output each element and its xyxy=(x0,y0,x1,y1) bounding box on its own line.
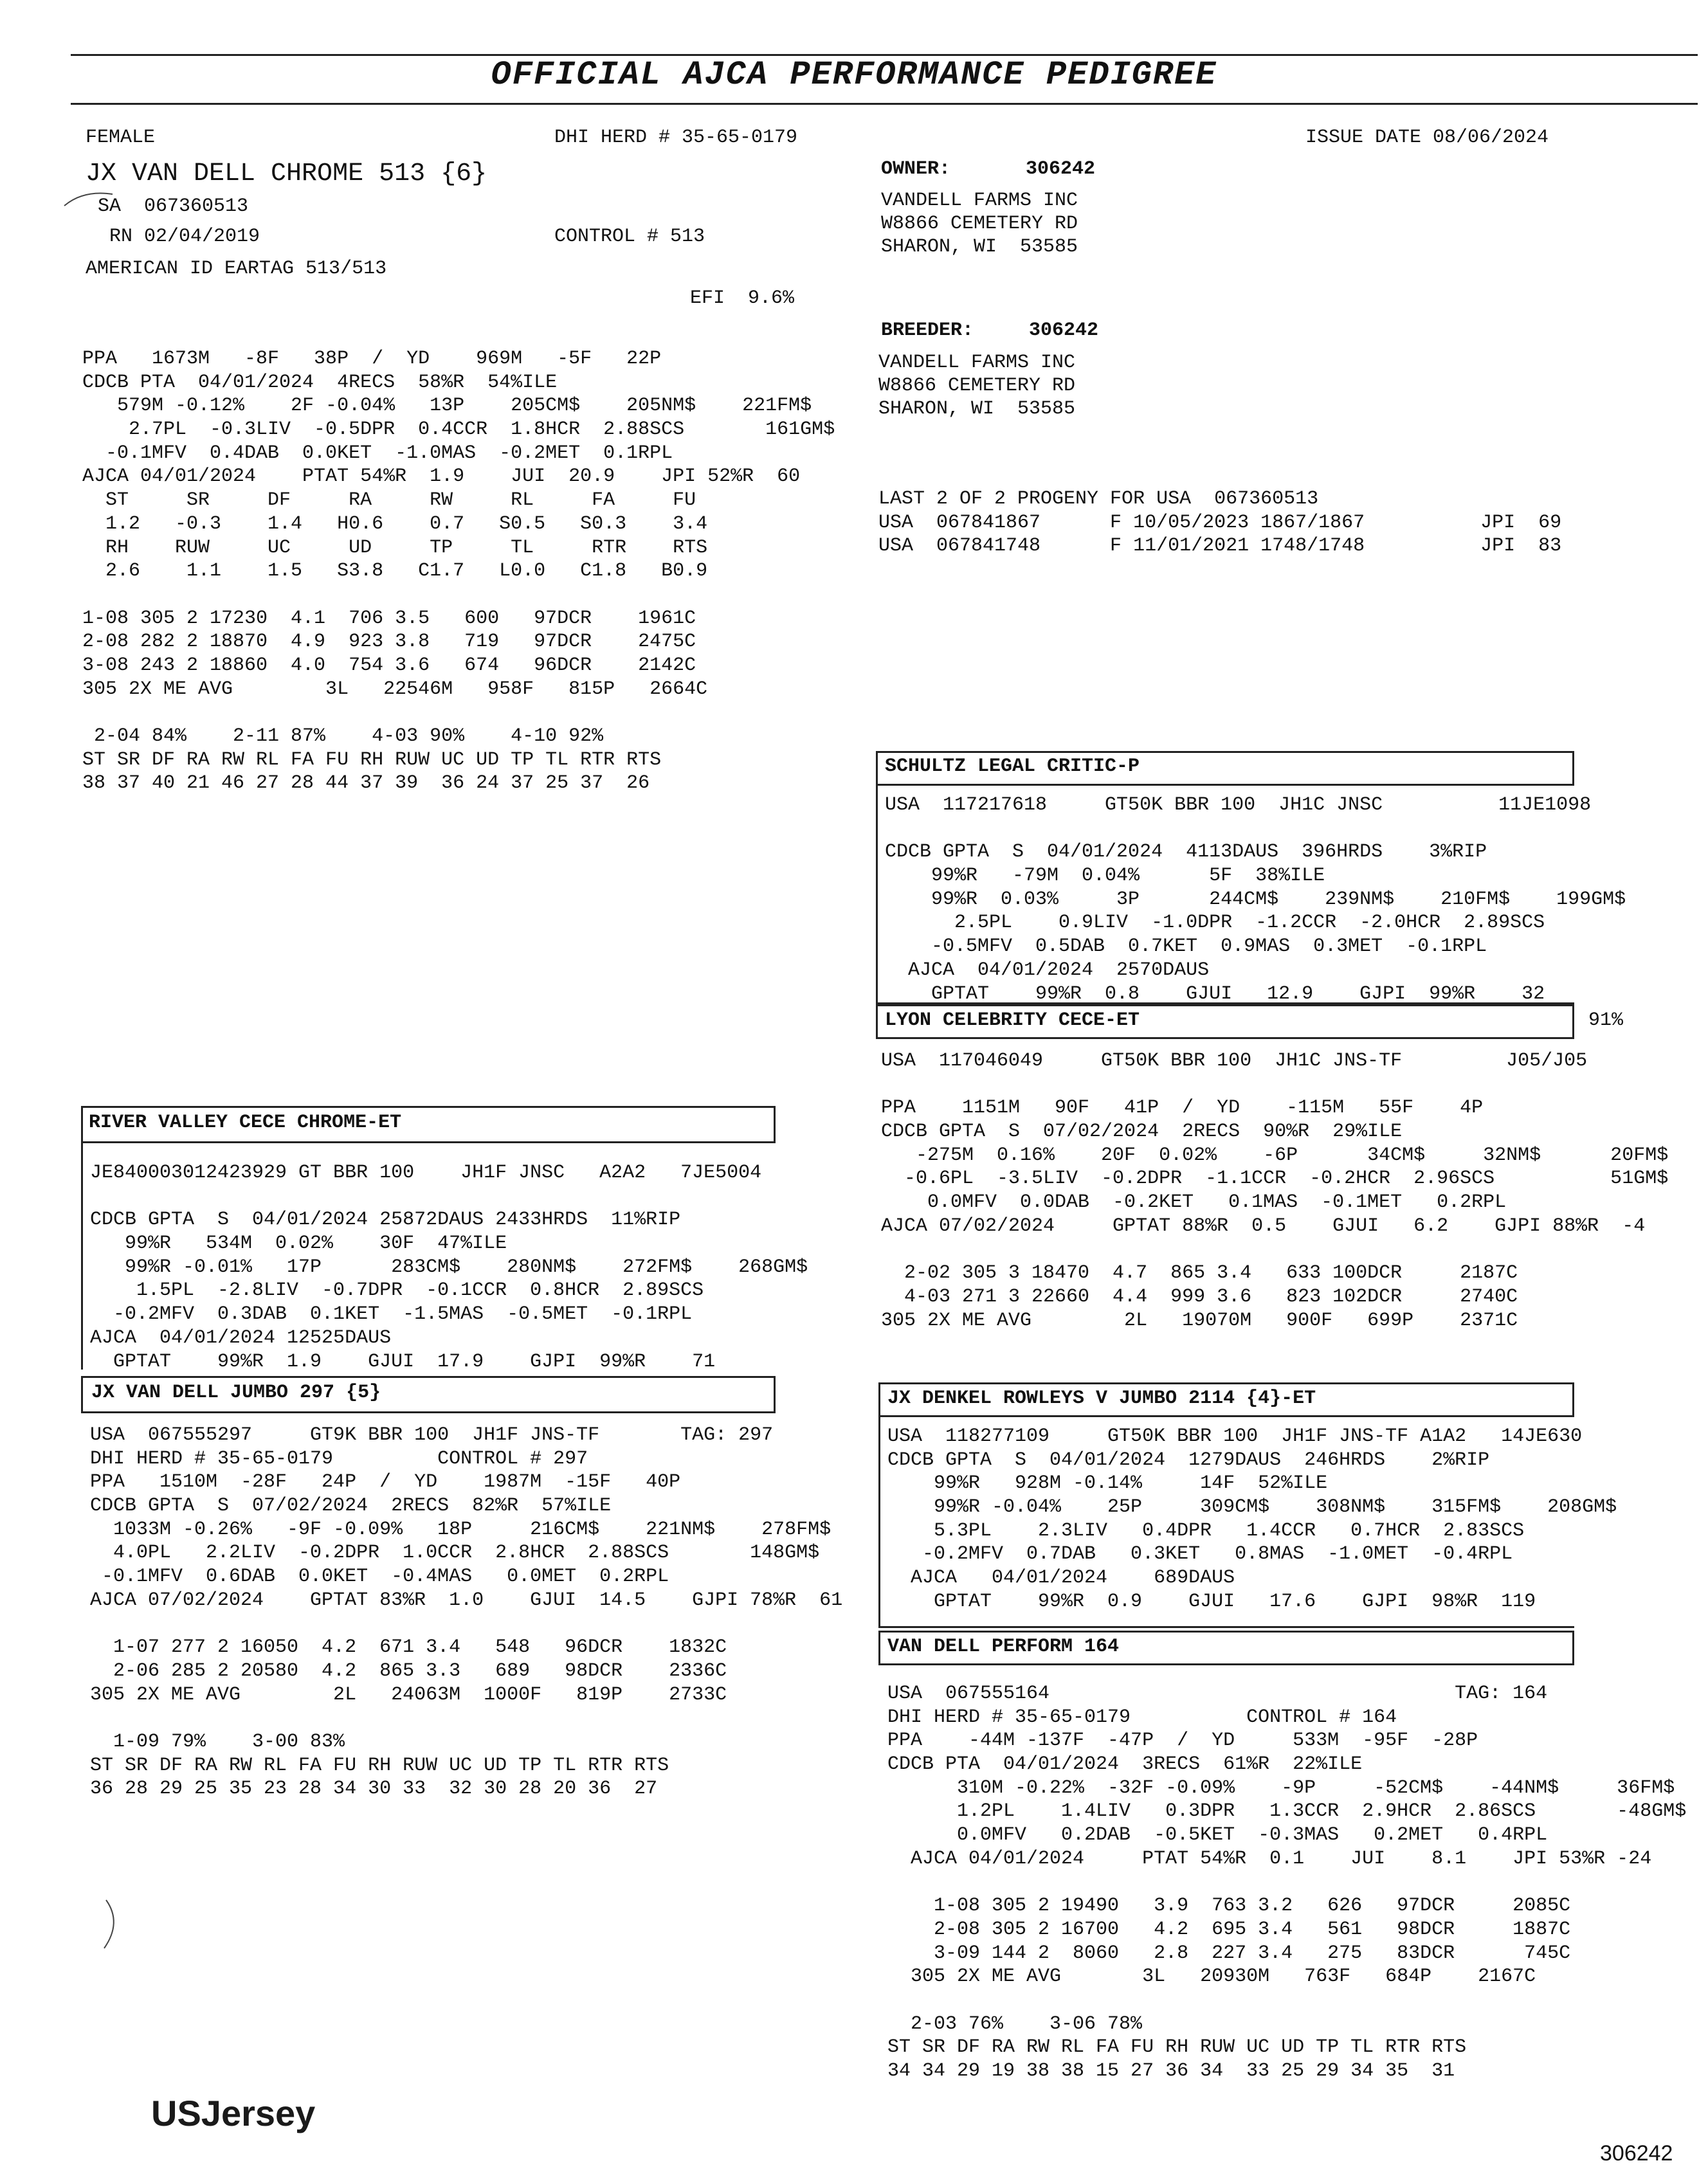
dam-dam-line: 3-09 144 2 8060 2.8 227 3.4 275 83DCR 745C xyxy=(887,1942,1571,1964)
sire-name: RIVER VALLEY CECE CHROME-ET xyxy=(89,1112,402,1134)
dam-dam-line xyxy=(887,1989,1686,2013)
dam-sire-line: 5.3PL 2.3LIV 0.4DPR 1.4CCR 0.7HCR 2.83SCS xyxy=(887,1519,1525,1542)
animal-line: 579M -0.12% 2F -0.04% 13P 205CM$ 205NM$ 221FM$ xyxy=(82,395,812,417)
dam-name: JX VAN DELL JUMBO 297 {5} xyxy=(91,1382,381,1404)
sire-sire-line: CDCB GPTA S 04/01/2024 4113DAUS 396HRDS 3%RIP xyxy=(885,841,1487,864)
animal-line: AJCA 04/01/2024 PTAT 54%R 1.9 JUI 20.9 JPI 52%R 60 xyxy=(82,466,801,488)
animal-born: RN 02/04/2019 xyxy=(109,226,260,248)
dam-dam-line: ST SR DF RA RW RL FA FU RH RUW UC UD TP TL RTR RTS xyxy=(887,2036,1467,2059)
animal-line: CDCB PTA 04/01/2024 4RECS 58%R 54%ILE xyxy=(82,371,558,394)
sire-dam-line: PPA 1151M 90F 41P / YD -115M 55F 4P xyxy=(881,1097,1484,1119)
dam-line xyxy=(90,1706,842,1730)
dam-line: 1-09 79% 3-00 83% xyxy=(90,1730,345,1753)
dam-line xyxy=(90,1613,842,1636)
progeny-line: USA 067841748 F 11/01/2021 1748/1748 JPI 83 xyxy=(878,535,1562,557)
owner-line: VANDELL FARMS INC xyxy=(881,190,1078,212)
breeder-line: VANDELL FARMS INC xyxy=(878,352,1076,374)
animal-line: 2-08 282 2 18870 4.9 923 3.8 719 97DCR 2475C xyxy=(82,631,696,653)
dam-line: 1-07 277 2 16050 4.2 671 3.4 548 96DCR 1832C xyxy=(90,1636,727,1659)
animal-name: JX VAN DELL CHROME 513 {6} xyxy=(86,159,487,188)
sire-sire-name: SCHULTZ LEGAL CRITIC-P xyxy=(885,756,1140,777)
dam-dam-line xyxy=(887,1871,1686,1895)
animal-efi: EFI 9.6% xyxy=(690,287,795,309)
page-title: OFFICIAL AJCA PERFORMANCE PEDIGREE xyxy=(491,56,1217,94)
owner-line: W8866 CEMETERY RD xyxy=(881,213,1078,235)
owner-id: 306242 xyxy=(1026,158,1096,180)
breeder-label: BREEDER: xyxy=(881,320,974,341)
dam-sire-line: USA 118277109 GT50K BBR 100 JH1F JNS-TF A1A2 14JE630 xyxy=(887,1425,1583,1447)
sire-line: 99%R 534M 0.02% 30F 47%ILE xyxy=(90,1233,507,1255)
title-underline xyxy=(71,103,1698,105)
dam-dam-line: 0.0MFV 0.2DAB -0.5KET -0.3MAS 0.2MET 0.4RPL xyxy=(887,1824,1548,1847)
sire-dam-line xyxy=(881,1238,1668,1262)
sire-line: 99%R -0.01% 17P 283CM$ 280NM$ 272FM$ 268GM$ xyxy=(90,1256,808,1278)
sire-sire-data-block xyxy=(885,793,1626,1006)
animal-line: ST SR DF RA RW RL FA FU xyxy=(82,489,696,512)
sire-sire-line: -0.5MFV 0.5DAB 0.7KET 0.9MAS 0.3MET -0.1RPL xyxy=(885,936,1487,958)
animal-line: RH RUW UC UD TP TL RTR RTS xyxy=(82,536,708,559)
dam-line: ST SR DF RA RW RL FA FU RH RUW UC UD TP TL RTR RTS xyxy=(90,1754,669,1777)
sire-sire-line: 2.5PL 0.9LIV -1.0DPR -1.2CCR -2.0HCR 2.89SCS xyxy=(885,912,1545,934)
dam-sire-line: AJCA 04/01/2024 689DAUS xyxy=(887,1567,1235,1589)
sire-data-block xyxy=(90,1161,808,1373)
issue-date: ISSUE DATE 08/06/2024 xyxy=(1305,127,1549,149)
animal-line: 3-08 243 2 18860 4.0 754 3.6 674 96DCR 2142C xyxy=(82,654,696,676)
owner-label: OWNER: xyxy=(881,158,951,180)
animal-line: 305 2X ME AVG 3L 22546M 958F 815P 2664C xyxy=(82,678,708,700)
progeny-block xyxy=(878,487,1561,558)
animal-line: 2.7PL -0.3LIV -0.5DPR 0.4CCR 1.8HCR 2.88SCS 161GM$ xyxy=(82,419,835,441)
sire-dam-data-block xyxy=(881,1049,1668,1332)
animal-reg: SA 067360513 xyxy=(98,195,249,217)
sire-line: CDCB GPTA S 04/01/2024 25872DAUS 2433HRDS 11%RIP xyxy=(90,1209,681,1231)
dam-dam-data-block xyxy=(887,1682,1686,2083)
sire-sire-line: GPTAT 99%R 0.8 GJUI 12.9 GJPI 99%R 32 xyxy=(885,982,1545,1005)
sire-sire-line: USA 117217618 GT50K BBR 100 JH1C JNSC 11JE1098 xyxy=(885,794,1592,816)
breeder-line: SHARON, WI 53585 xyxy=(878,398,1076,420)
animal-line: 2.6 1.1 1.5 S3.8 C1.7 L0.0 C1.8 B0.9 xyxy=(82,560,708,583)
sire-dam-line: 2-02 305 3 18470 4.7 865 3.4 633 100DCR 2187C xyxy=(881,1262,1518,1285)
sire-dam-line: USA 117046049 GT50K BBR 100 JH1C JNS-TF J05/J05 xyxy=(881,1050,1588,1072)
dam-sire-line: 99%R -0.04% 25P 309CM$ 308NM$ 315FM$ 208GM$ xyxy=(887,1496,1617,1519)
dam-dam-line: USA 067555164 TAG: 164 xyxy=(887,1683,1548,1705)
animal-control: CONTROL # 513 xyxy=(554,226,705,248)
dam-sire-line: 99%R 928M -0.14% 14F 52%ILE xyxy=(887,1472,1328,1495)
dam-sire-line: CDCB GPTA S 04/01/2024 1279DAUS 246HRDS 2%RIP xyxy=(887,1449,1490,1471)
sire-dam-line: 4-03 271 3 22660 4.4 999 3.6 823 102DCR 2740C xyxy=(881,1285,1518,1308)
sire-sire-line: 99%R 0.03% 3P 244CM$ 239NM$ 210FM$ 199GM$ xyxy=(885,888,1626,910)
animal-line: 2-04 84% 2-11 87% 4-03 90% 4-10 92% xyxy=(82,725,604,747)
sire-line: JE840003012423929 GT BBR 100 JH1F JNSC A2A2 7JE5004 xyxy=(90,1162,762,1184)
sire-dam-pct: 91% xyxy=(1588,1009,1624,1031)
dam-dam-line: 310M -0.22% -32F -0.09% -9P -52CM$ -44NM$ 36FM$ xyxy=(887,1777,1675,1799)
breeder-line: W8866 CEMETERY RD xyxy=(878,375,1076,397)
dam-dam-name: VAN DELL PERFORM 164 xyxy=(887,1636,1120,1658)
animal-dhi-herd: DHI HERD # 35-65-0179 xyxy=(554,127,798,149)
progeny-line: LAST 2 OF 2 PROGENY FOR USA 067360513 xyxy=(878,488,1319,510)
dam-sire-line: -0.2MFV 0.7DAB 0.3KET 0.8MAS -1.0MET -0.4RPL xyxy=(887,1543,1513,1566)
dam-dam-line: 2-03 76% 3-06 78% xyxy=(887,2013,1143,2035)
dam-dam-line: 305 2X ME AVG 3L 20930M 763F 684P 2167C xyxy=(887,1966,1536,1988)
animal-data-block xyxy=(82,347,835,795)
sire-line: AJCA 04/01/2024 12525DAUS xyxy=(90,1326,392,1349)
sire-dam-name: LYON CELEBRITY CECE-ET xyxy=(885,1009,1140,1031)
owner-line: SHARON, WI 53585 xyxy=(881,236,1078,258)
sire-line: 1.5PL -2.8LIV -0.7DPR -0.1CCR 0.8HCR 2.89SCS xyxy=(90,1280,704,1302)
breeder-id: 306242 xyxy=(1029,320,1099,341)
dam-sire-name: JX DENKEL ROWLEYS V JUMBO 2114 {4}-ET xyxy=(887,1388,1316,1409)
usjersey-logo: USJersey xyxy=(151,2093,316,2133)
sire-dam-line: 305 2X ME AVG 2L 19070M 900F 699P 2371C xyxy=(881,1309,1518,1332)
dam-line: 305 2X ME AVG 2L 24063M 1000F 819P 2733C xyxy=(90,1683,727,1706)
sire-dam-line: -0.6PL -3.5LIV -0.2DPR -1.1CCR -0.2HCR 2.96SCS 51GM$ xyxy=(881,1168,1669,1190)
scan-mark-bottom xyxy=(96,1897,129,1955)
animal-line: -0.1MFV 0.4DAB 0.0KET -1.0MAS -0.2MET 0.1RPL xyxy=(82,442,673,464)
dam-line: 4.0PL 2.2LIV -0.2DPR 1.0CCR 2.8HCR 2.88SCS 148GM$ xyxy=(90,1542,820,1564)
dam-dam-line: 34 34 29 19 38 38 15 27 36 34 33 25 29 34 35 31 xyxy=(887,2060,1455,2082)
dam-line: DHI HERD # 35-65-0179 CONTROL # 297 xyxy=(90,1447,588,1470)
dam-sire-line: GPTAT 99%R 0.9 GJUI 17.6 GJPI 98%R 119 xyxy=(887,1590,1536,1613)
animal-sex: FEMALE xyxy=(86,127,156,149)
sire-sire-line: AJCA 04/01/2024 2570DAUS xyxy=(885,959,1210,981)
dam-dam-line: DHI HERD # 35-65-0179 CONTROL # 164 xyxy=(887,1706,1397,1728)
dam-line: 2-06 285 2 20580 4.2 865 3.3 689 98DCR 2336C xyxy=(90,1660,727,1682)
animal-line: 1.2 -0.3 1.4 H0.6 0.7 S0.5 S0.3 3.4 xyxy=(82,512,708,535)
footer-number: 306242 xyxy=(1600,2141,1673,2166)
sire-dam-line xyxy=(881,1073,1668,1097)
dam-data-block xyxy=(90,1424,842,1801)
animal-line xyxy=(82,701,835,725)
scan-mark-top xyxy=(61,186,119,219)
dam-line: 36 28 29 25 35 23 28 34 30 33 32 30 28 20 36 27 xyxy=(90,1778,658,1800)
dam-line: 1033M -0.26% -9F -0.09% 18P 216CM$ 221NM$ 278FM$ xyxy=(90,1518,831,1541)
sire-dam-line: -275M 0.16% 20F 0.02% -6P 34CM$ 32NM$ 20FM$ xyxy=(881,1144,1669,1166)
animal-line: 38 37 40 21 46 27 28 44 37 39 36 24 37 25 37 26 xyxy=(82,772,650,795)
dam-line: -0.1MFV 0.6DAB 0.0KET -0.4MAS 0.0MET 0.2RPL xyxy=(90,1566,669,1588)
dam-line: CDCB GPTA S 07/02/2024 2RECS 82%R 57%ILE xyxy=(90,1495,612,1517)
sire-dam-line: AJCA 07/02/2024 GPTAT 88%R 0.5 GJUI 6.2 GJPI 88%R -4 xyxy=(881,1215,1646,1237)
animal-line: ST SR DF RA RW RL FA FU RH RUW UC UD TP TL RTR RTS xyxy=(82,748,662,771)
dam-dam-line: 2-08 305 2 16700 4.2 695 3.4 561 98DCR 1887C xyxy=(887,1918,1571,1941)
sire-sire-line: 99%R -79M 0.04% 5F 38%ILE xyxy=(885,865,1325,887)
dam-dam-line: 1-08 305 2 19490 3.9 763 3.2 626 97DCR 2085C xyxy=(887,1895,1571,1917)
dam-dam-line: PPA -44M -137F -47P / YD 533M -95F -28P xyxy=(887,1730,1478,1752)
progeny-line: USA 067841867 F 10/05/2023 1867/1867 JPI 69 xyxy=(878,511,1562,534)
dam-dam-line: CDCB PTA 04/01/2024 3RECS 61%R 22%ILE xyxy=(887,1753,1363,1776)
dam-line: PPA 1510M -28F 24P / YD 1987M -15F 40P xyxy=(90,1471,681,1494)
animal-line: PPA 1673M -8F 38P / YD 969M -5F 22P xyxy=(82,348,662,370)
animal-eartag: AMERICAN ID EARTAG 513/513 xyxy=(86,258,387,280)
sire-line: GPTAT 99%R 1.9 GJUI 17.9 GJPI 99%R 71 xyxy=(90,1350,716,1373)
dam-dam-line: 1.2PL 1.4LIV 0.3DPR 1.3CCR 2.9HCR 2.86SCS -48GM$ xyxy=(887,1800,1687,1823)
animal-line: 1-08 305 2 17230 4.1 706 3.5 600 97DCR 1961C xyxy=(82,607,696,629)
sire-dam-line: 0.0MFV 0.0DAB -0.2KET 0.1MAS -0.1MET 0.2RPL xyxy=(881,1191,1507,1214)
dam-line: USA 067555297 GT9K BBR 100 JH1F JNS-TF TAG: 297 xyxy=(90,1424,774,1446)
dam-line: AJCA 07/02/2024 GPTAT 83%R 1.0 GJUI 14.5 GJPI 78%R 61 xyxy=(90,1589,843,1611)
dam-dam-line: AJCA 04/01/2024 PTAT 54%R 0.1 JUI 8.1 JPI 53%R -24 xyxy=(887,1847,1652,1870)
animal-line xyxy=(82,583,835,607)
sire-line xyxy=(90,1185,808,1209)
dam-sire-data-block xyxy=(887,1425,1617,1614)
sire-sire-line xyxy=(885,817,1626,841)
sire-line: -0.2MFV 0.3DAB 0.1KET -1.5MAS -0.5MET -0.1RPL xyxy=(90,1303,693,1326)
sire-dam-line: CDCB GPTA S 07/02/2024 2RECS 90%R 29%ILE xyxy=(881,1121,1403,1143)
